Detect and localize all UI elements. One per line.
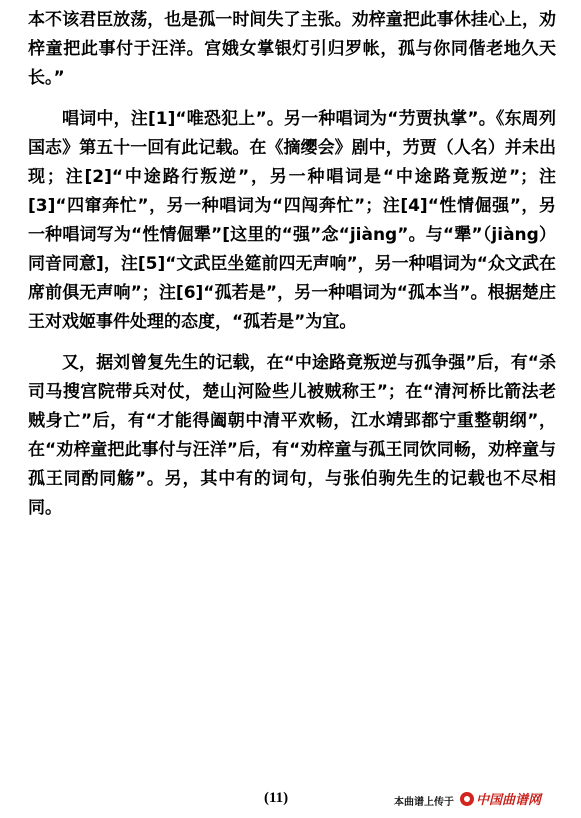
upload-note: 本曲谱上传于 — [394, 797, 454, 808]
page-number: (11) — [264, 790, 289, 806]
site-logo[interactable] — [460, 789, 541, 808]
paragraph-2: 唱词中，注[1]“唯恐犯上”。另一种唱词为“芀贾执掌”。《东周列国志》第五十一回有此记载。在《摘缨会》剧中，芀贾（人名）并未出现；注[2]“中途路行叛逆”，另一种唱词是“中途路竟叛逆”；注[3]“四窜奔忙”，另一种唱词为“四闯奔忙”；注[4]“性情倔强”，另一种唱词写为“性情倔犟”[这里的“强”念“jiàng”。与“犟”（jiàng）同音同意]，注[5]“文武臣坐筵前四无声响”，另一种唱词为“众文武在席前俱无声响”；注[6]“孤若是”，另一种唱词为“孤本当”。根据楚庄王对戏姬事件处理的态度，“孤若是”为宜。 — [28, 109, 556, 332]
paragraph-3: 又，据刘曾复先生的记载，在“中途路竟叛逆与孤争强”后，有“杀司马搜宫院带兵对仗，楚山河险些儿被贼称王”；在“清河桥比箭法老贼身亡”后，有“才能得阖朝中清平欢畅，江水靖郢都宁重整朝纲”，在“劝梓童把此事付与汪洋”后，有“劝梓童与孤王同饮同畅，劝梓童与孤王同酌同觞”。另，其中有的词句，与张伯驹先生的记载也不尽相同。 — [28, 353, 556, 518]
paragraph-1: 本不该君臣放荡，也是孤一时间失了主张。劝梓童把此事休挂心上，劝梓童把此事付于汪洋。宫娥女掌银灯引归罗帐，孤与你同偕老地久天长。” — [28, 10, 556, 88]
site-logo-icon — [460, 792, 474, 806]
document-body — [28, 6, 556, 523]
site-logo-text: 中国曲谱网 — [476, 793, 542, 808]
